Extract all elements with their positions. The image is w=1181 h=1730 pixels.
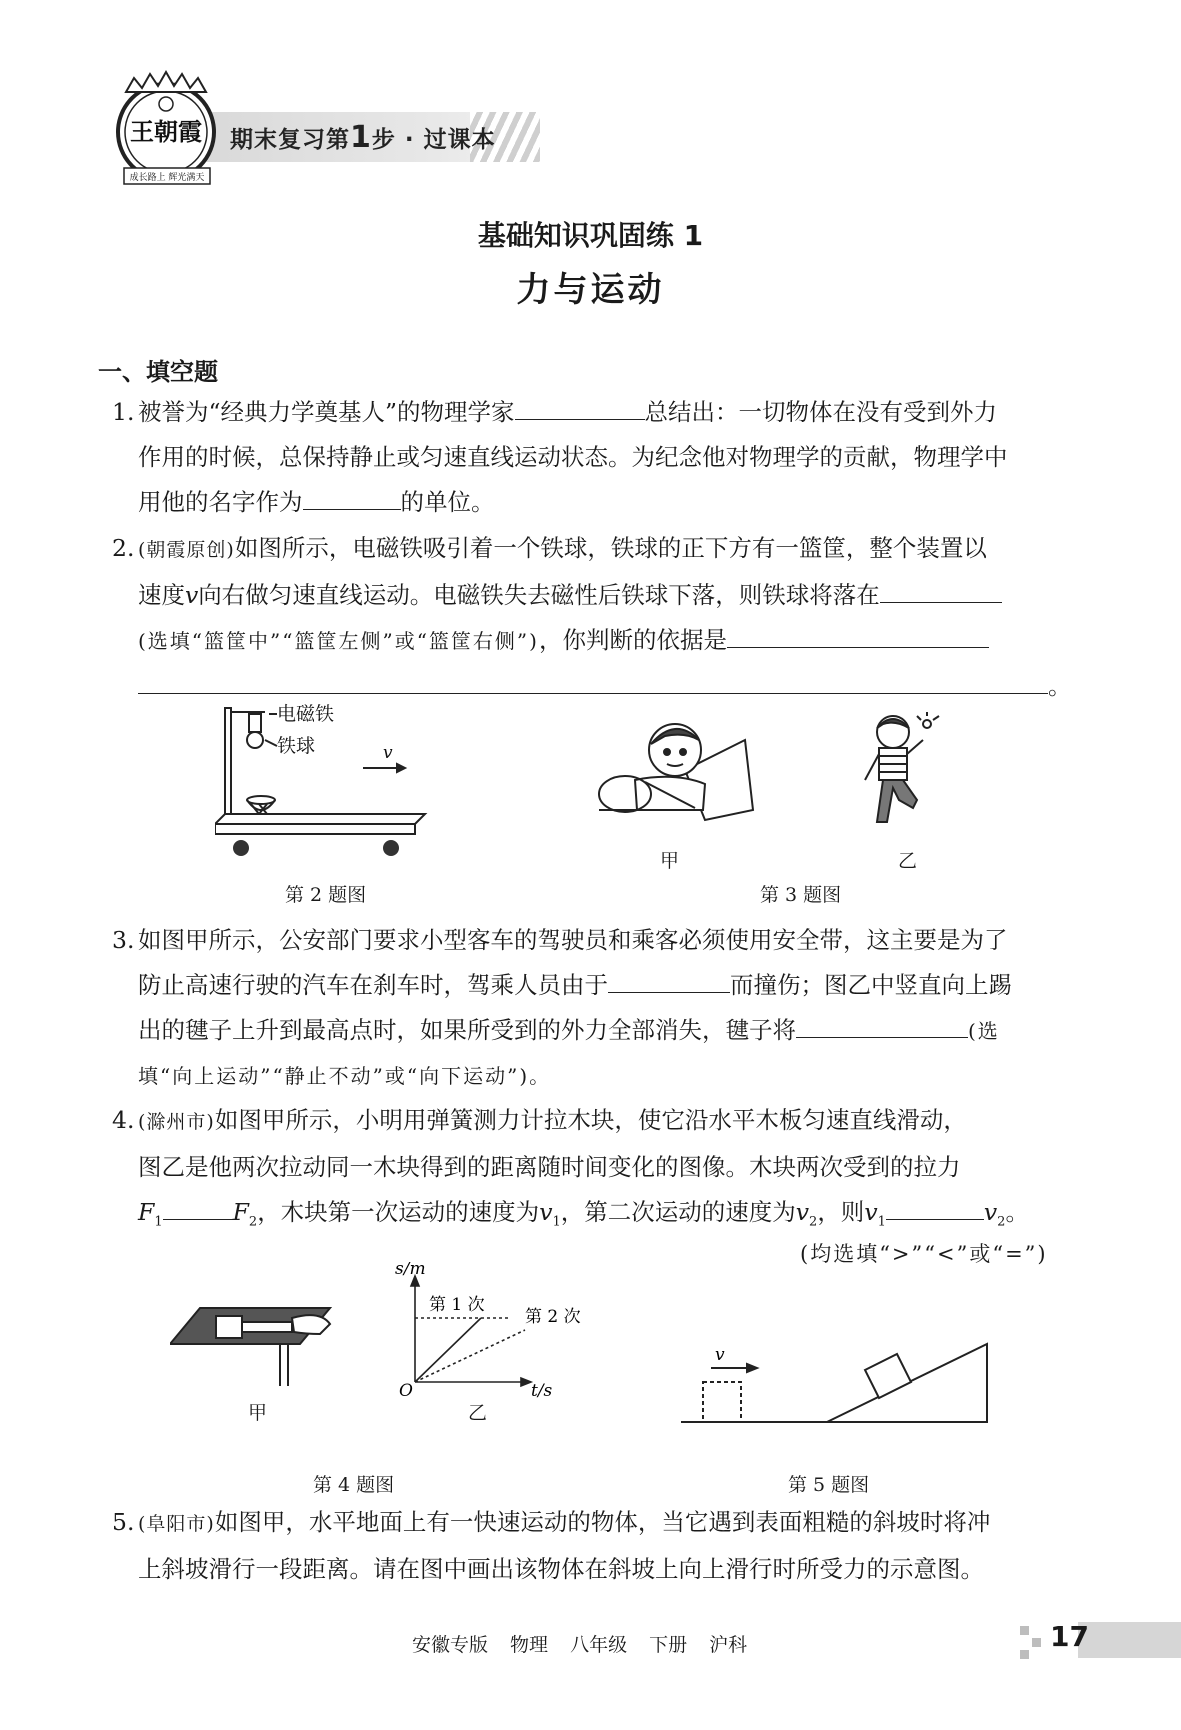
q4-end: 。 <box>1005 1198 1029 1226</box>
q5-text1: 如图甲，水平地面上有一快速运动的物体，当它遇到表面粗糙的斜坡时将冲 <box>214 1508 991 1536</box>
figure-4a-spring-scale <box>170 1300 350 1390</box>
q2-text2: 速度 <box>138 581 185 609</box>
series-line-1 <box>415 1318 481 1382</box>
q2-blank-2[interactable] <box>727 621 989 648</box>
q4-line1 <box>112 1098 1072 1145</box>
q4-source: (滁州市) <box>138 1111 215 1133</box>
q2-note: (选填“篮筐中”“篮筐左侧”或“篮筐右侧”) <box>138 629 539 653</box>
q2-line2 <box>112 573 1072 618</box>
q4-number: 4. <box>112 1106 135 1134</box>
q4-line3 <box>112 1190 1072 1245</box>
figure-5-slope <box>675 1330 995 1430</box>
q4-v2-sub: 2 <box>809 1214 818 1230</box>
q2-text1: 如图所示，电磁铁吸引着一个铁球，铁球的正下方有一篮筐，整个装置以 <box>234 534 987 562</box>
fig4-line1-label: 第 1 次 <box>429 1295 485 1315</box>
fig4-label-a: 甲 <box>248 1402 268 1424</box>
q3-line4: 填“向上运动”“静止不动”或“向下运动”)。 <box>138 1064 552 1088</box>
q3-blank-2[interactable] <box>796 1011 968 1038</box>
q1-line1 <box>112 390 1072 435</box>
fig2-label-v: v <box>383 743 393 763</box>
page-title: 力与运动 <box>516 270 665 310</box>
q4-F2: F <box>232 1198 249 1226</box>
q3-text5: (选 <box>968 1019 1000 1043</box>
brand-logo-text: 王朝霞 <box>130 117 202 146</box>
q4-text3: ，木块第一次运动的速度为 <box>257 1198 540 1226</box>
footer-text: 安徽专版 物理 八年级 下册 沪科 <box>412 1634 748 1656</box>
q2-end: 。 <box>1048 672 1072 700</box>
q4-F1: F <box>138 1198 155 1226</box>
banner-part1: 期末复习第 <box>230 127 350 153</box>
q3-text2: 防止高速行驶的汽车在刹车时，驾乘人员由于 <box>138 971 608 999</box>
fig4-y-axis-label: s/m <box>395 1262 426 1279</box>
footer-square <box>1020 1650 1029 1659</box>
q1-line2: 作用的时候，总保持静止或匀速直线运动状态。为纪念他对物理学的贡献，物理学中 <box>138 443 1008 471</box>
footer-bar <box>1078 1622 1181 1658</box>
q2-blank-1[interactable] <box>880 576 1002 603</box>
footer-square <box>1020 1626 1029 1635</box>
q4-F1-sub: 1 <box>154 1214 163 1230</box>
fig4-caption: 第 4 题图 <box>313 1474 395 1496</box>
q2-line1 <box>112 526 1072 573</box>
figure-3-kid <box>855 710 945 840</box>
q5-number: 5. <box>112 1508 135 1536</box>
fig3-caption: 第 3 题图 <box>760 884 842 906</box>
section-heading: 一、填空题 <box>98 358 218 386</box>
fig2-label-magnet: 电磁铁 <box>277 703 335 725</box>
q3-line1 <box>112 918 1072 963</box>
q3-line3 <box>112 1008 1072 1054</box>
q2-source: (朝霞原创) <box>138 539 235 561</box>
q4-v1: v <box>539 1198 553 1226</box>
q3-text4: 出的毽子上升到最高点时，如果所受到的外力全部消失，毽子将 <box>138 1016 796 1044</box>
page-number: 17 <box>1050 1620 1089 1653</box>
series-line-2 <box>415 1330 525 1382</box>
q1-blank-2[interactable] <box>303 483 401 510</box>
q3-blank-1[interactable] <box>608 966 730 993</box>
fig4-x-axis-label: t/s <box>531 1381 553 1401</box>
question-3 <box>112 918 1072 1099</box>
q4-text1: 如图甲所示，小明用弹簧测力计拉木块，使它沿水平木板匀速直线滑动， <box>214 1106 967 1134</box>
fig5-label-v: v <box>715 1345 725 1365</box>
brand-slogan: 成长路上 辉光满天 <box>129 173 205 183</box>
q1-text1: 被誉为“经典力学奠基人”的物理学家 <box>138 398 515 426</box>
q3-text1: 如图甲所示，公安部门要求小型客车的驾驶员和乘客必须使用安全带，这主要是为了 <box>138 926 1008 954</box>
q4-blank-2[interactable] <box>886 1193 984 1220</box>
q2-v: v <box>185 581 199 609</box>
question-4 <box>112 1098 1072 1245</box>
subtitle: 基础知识巩固练 1 <box>477 219 704 252</box>
q2-text3: 向右做匀速直线运动。电磁铁失去磁性后铁球下落，则铁球将落在 <box>198 581 880 609</box>
q4-v1-again-sub: 1 <box>877 1214 886 1230</box>
q3-line2 <box>112 963 1072 1008</box>
fig2-caption: 第 2 题图 <box>285 884 367 906</box>
q1-text2: 总结出：一切物体在没有受到外力 <box>644 398 998 426</box>
q4-v1-sub: 1 <box>552 1214 561 1230</box>
fig3-label-b: 乙 <box>898 850 918 872</box>
question-2 <box>112 526 1072 709</box>
header-banner-text <box>230 120 496 155</box>
q4-v2-again-sub: 2 <box>997 1214 1006 1230</box>
fig4-line2-label: 第 2 次 <box>525 1307 581 1327</box>
q1-line3 <box>112 480 1072 525</box>
fig5-caption: 第 5 题图 <box>788 1474 870 1496</box>
q4-F2-sub: 2 <box>248 1214 258 1230</box>
q1-number: 1. <box>112 398 135 426</box>
q2-line3 <box>112 618 1072 664</box>
fig4-origin: O <box>399 1381 413 1401</box>
figure-2-cart <box>215 700 455 860</box>
q5-source: (阜阳市) <box>138 1513 215 1535</box>
q2-blank-3[interactable] <box>138 667 1048 694</box>
brand-logo <box>108 70 228 200</box>
q4-v2: v <box>795 1198 810 1226</box>
figure-4b-st-graph <box>385 1262 595 1402</box>
footer-square <box>1032 1638 1041 1647</box>
q4-v1-again: v <box>864 1198 878 1226</box>
figure-3-driver <box>585 710 755 830</box>
q1-text5: 的单位。 <box>400 488 495 516</box>
q4-blank-1[interactable] <box>163 1193 233 1220</box>
q5-line2: 上斜坡滑行一段距离。请在图中画出该物体在斜坡上向上滑行时所受力的示意图。 <box>138 1555 984 1583</box>
fig4-label-b: 乙 <box>468 1402 488 1424</box>
q4-line2: 图乙是他两次拉动同一木块得到的距离随时间变化的图像。木块两次受到的拉力 <box>138 1153 961 1181</box>
q4-text4: ，第二次运动的速度为 <box>560 1198 796 1226</box>
q3-number: 3. <box>112 926 135 954</box>
banner-part2: 步 · 过课本 <box>371 127 496 153</box>
q5-line1 <box>112 1500 1072 1547</box>
q4-v2-again: v <box>983 1198 998 1226</box>
q1-blank-1[interactable] <box>515 393 645 420</box>
fig3-label-a: 甲 <box>660 850 680 872</box>
banner-big-number: 1 <box>350 120 372 155</box>
q2-text4: ，你判断的依据是 <box>538 626 727 654</box>
fig2-label-ball: 铁球 <box>277 735 316 757</box>
q2-number: 2. <box>112 534 135 562</box>
q4-note: (均选填“>”“<”或“=”) <box>800 1242 1048 1266</box>
q3-text3: 而撞伤；图乙中竖直向上踢 <box>730 971 1012 999</box>
question-5 <box>112 1500 1072 1592</box>
question-1 <box>112 390 1072 525</box>
q4-text5: ，则 <box>817 1198 865 1226</box>
q1-text4: 用他的名字作为 <box>138 488 303 516</box>
